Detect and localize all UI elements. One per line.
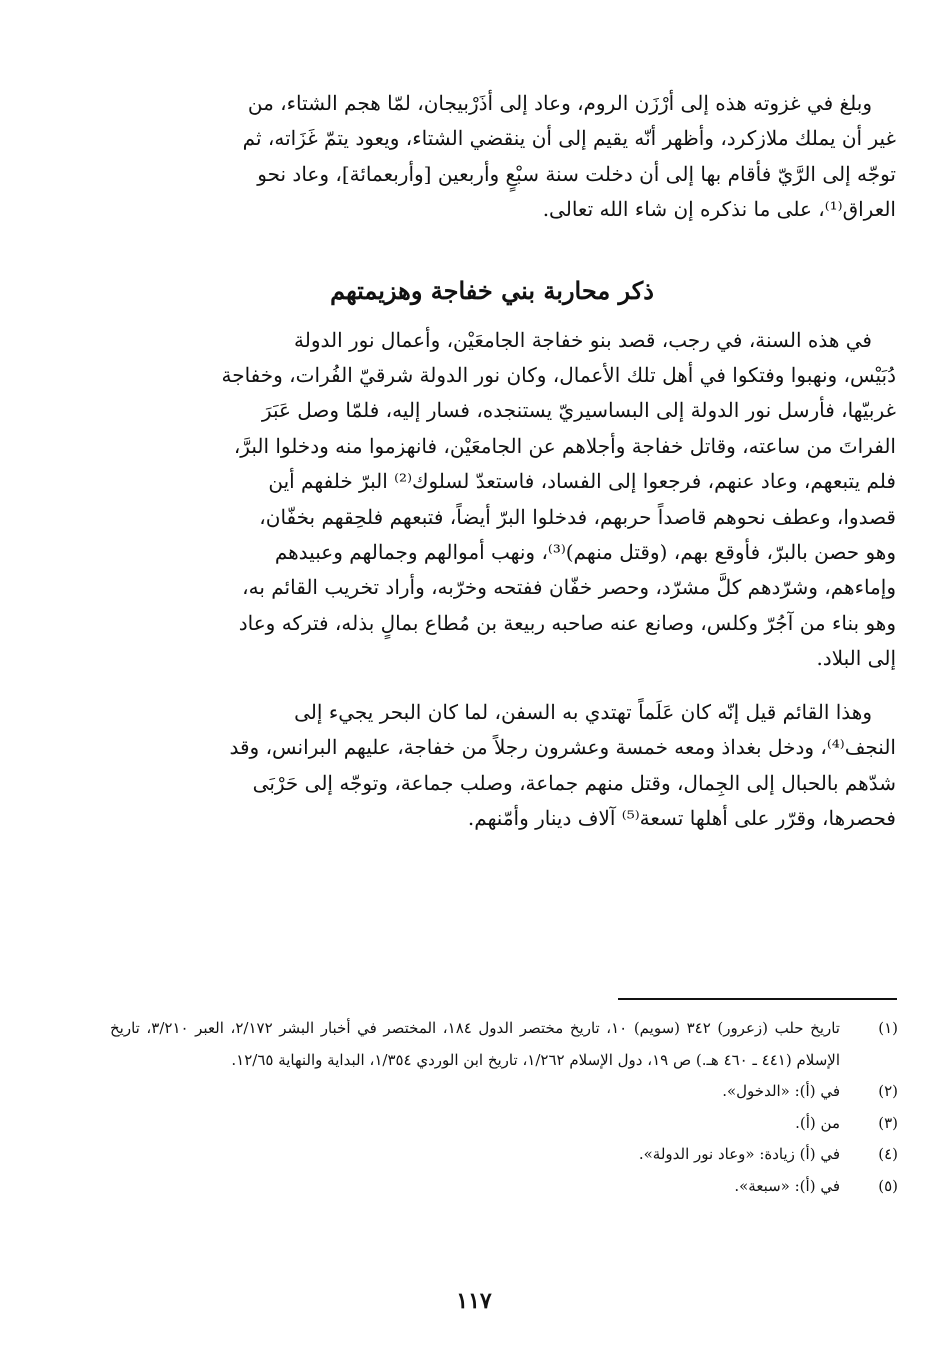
text-line: وبلغ في غزوته هذه إلى أرْزَن الروم، وعاد إلى أذَرْبيجان، لمّا هجم الشتاء، من bbox=[247, 91, 872, 115]
section-heading: ذكر محاربة بني خفاجة وهزيمتهم bbox=[330, 275, 654, 305]
footnote-text: في (أ): «الدخول». bbox=[722, 1082, 840, 1100]
footnote-number: (٣) bbox=[878, 1113, 898, 1132]
text-line: غربيّها، فأرسل نور الدولة إلى البساسيريّ يستنجده، فسار إليه، فلمّا وصل عَبَرَ bbox=[261, 398, 896, 423]
footnote-text: في (أ) زيادة: «وعاد نور الدولة». bbox=[638, 1145, 840, 1163]
footnote-number: (٥) bbox=[878, 1176, 898, 1195]
paragraph-intro bbox=[88, 86, 896, 228]
footnote bbox=[110, 1139, 898, 1171]
text-line: إلى البلاد. bbox=[816, 646, 896, 671]
text-line: النجف⁽⁴⁾، ودخل بغداذ ومعه خمسة وعشرون رجلاً من خفاجة، عليهم البرانس، وقد bbox=[229, 735, 896, 760]
footnote bbox=[110, 1108, 898, 1140]
footnote-number: (٤) bbox=[878, 1145, 898, 1163]
footnote-number: (٢) bbox=[878, 1082, 898, 1100]
text-line: غير أن يملك ملازكرد، وأظهر أنّه يقيم إلى أن ينقضي الشتاء، ويعود يتمّ غَزَاته، ثم bbox=[242, 126, 896, 151]
text-line: وإماءهم، وشرّدهم كلَّ مشرّد، وحصر خفّان ففتحه وخرّبه، وأراد تخريب القائم به، bbox=[242, 575, 896, 600]
text-line: الفراتَ من ساعته، وقاتل خفاجة وأجلاهم عن الجامعَيْن، فانهزموا منه ودخلوا البرَّ، bbox=[233, 433, 896, 458]
text-line: فحصرها، وقرّر على أهلها تسعة⁽⁵⁾ آلاف دينار وأمّنهم. bbox=[467, 805, 896, 830]
text-line: دُبَيْس، ونهبوا وفتكوا في أهل تلك الأعمال، وكان نور الدولة شرقيّ الفُرات، وخفاجة bbox=[221, 363, 896, 388]
text-line: وهو بناء من آجُرّ وكلس، وصانع عنه صاحبه ربيعة بن مُطاع بمالٍ بذله، فتركه وعاد bbox=[238, 610, 896, 635]
text-line: شدّهم بالحبال إلى الجِمال، وقتل منهم جماعة، وصلب جماعة، وتوجّه إلى حَرْبَى bbox=[252, 770, 896, 795]
footnote bbox=[110, 1013, 898, 1076]
text-line: وهو حصن بالبرّ، فأوقع بهم، (وقتل منهم)⁽³⁾، ونهب أموالهم وجمالهم وعبيدهم bbox=[274, 540, 896, 565]
text-line: وهذا القائم قيل إنّه كان عَلَماً تهتدي به السفن، لما كان البحر يجيء إلى bbox=[294, 699, 872, 724]
text-line: في هذه السنة، في رجب، قصد بنو خفاجة الجامعَيْن، وأعمال نور الدولة bbox=[294, 327, 872, 352]
footnote bbox=[110, 1076, 898, 1108]
footnote-text: من (أ). bbox=[795, 1113, 840, 1132]
footnote-text: في (أ): «سبعة». bbox=[734, 1176, 840, 1195]
text-line: العراق⁽¹⁾، على ما نذكره إن شاء الله تعالى. bbox=[542, 197, 896, 222]
footnotes bbox=[110, 1013, 898, 1202]
paragraph-battle bbox=[88, 323, 896, 677]
footnote bbox=[110, 1171, 898, 1203]
text-line: فلم يتبعهم، وعاد عنهم، فرجعوا إلى الفساد، فاستعدّ لسلوك⁽²⁾ البرّ خلفهم أين bbox=[268, 469, 896, 494]
text-line: قصدوا، وعطف نحوهم قاصداً حربهم، فدخلوا البرّ أيضاً، فتبعهم فلحِقهم بخفّان، bbox=[259, 504, 896, 529]
page-number: ١١٧ bbox=[456, 1288, 492, 1314]
main-text bbox=[88, 86, 896, 836]
footnote-number: (١) bbox=[878, 1019, 898, 1037]
paragraph-tower bbox=[88, 695, 896, 837]
text-line: توجّه إلى الرَّيّ فأقام بها إلى أن دخلت سنة سبْعٍ وأربعين [وأربعمائة]، وعاد نحو bbox=[257, 161, 896, 186]
footnote-text: تاريخ حلب (زعرور) ٣٤٢ (سويم) ١٠، تاريخ مختصر الدول ١٨٤، المختصر في أخبار البشر ٢/١٧٢، العبر ٣/٢١٠، تاريخ الإسلام (٤٤١ ـ ٤٦٠ هـ.) ص ١٩، دول الإسلام ١/٢٦٢، تاريخ ابن الوردي ١/٣٥٤، البداية والنهاية ١٢/٦٥. bbox=[110, 1019, 840, 1069]
footnote-divider bbox=[618, 998, 897, 1000]
